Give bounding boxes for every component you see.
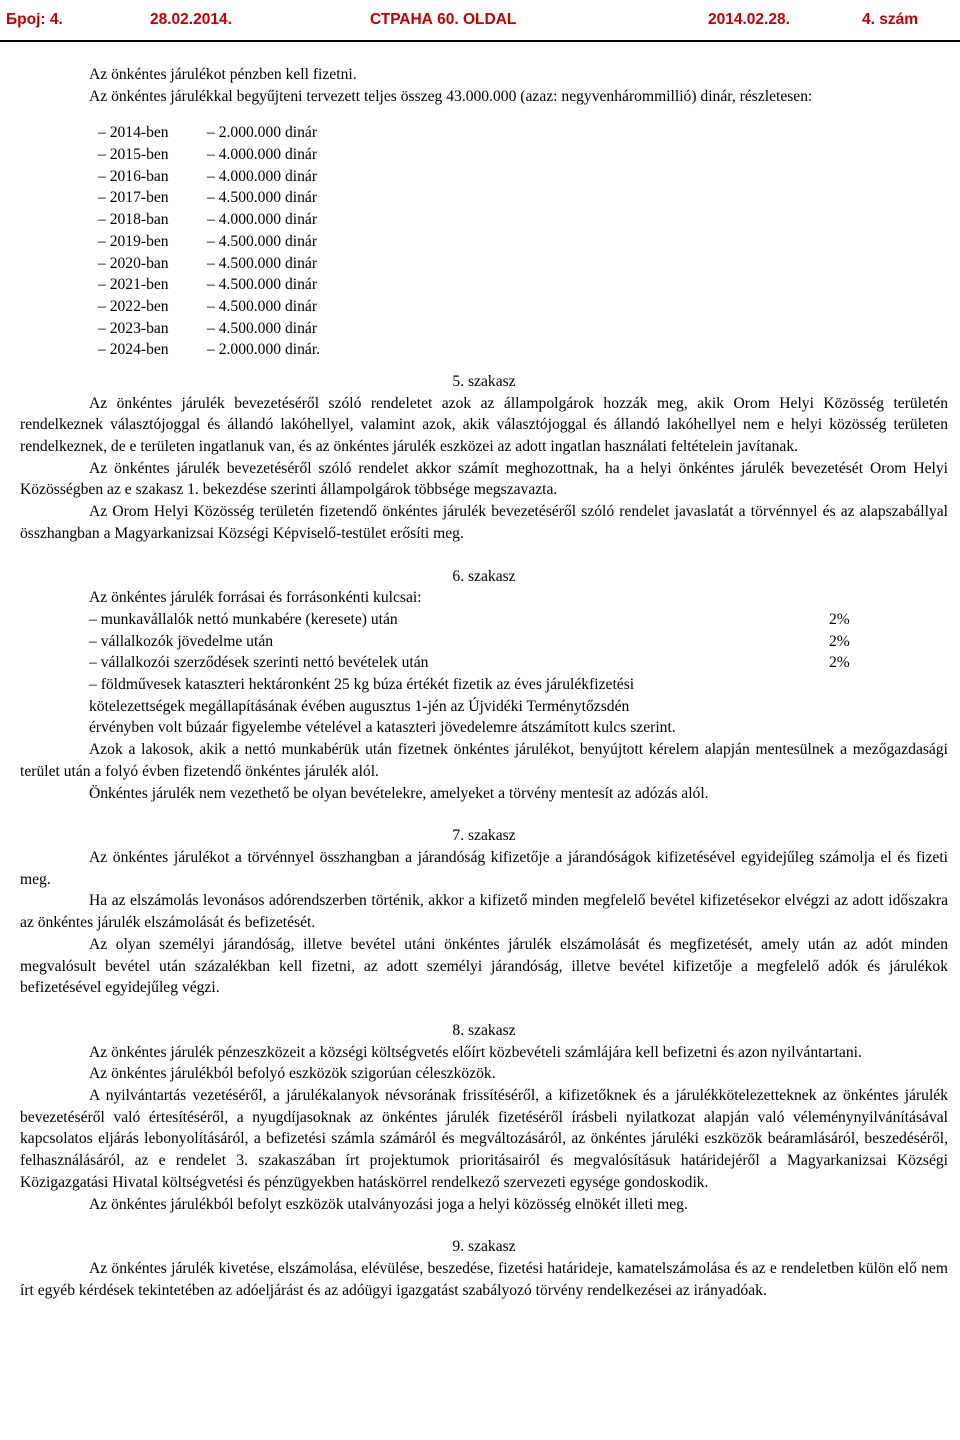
section-9-title: 9. szakasz (452, 1238, 516, 1256)
year-label: – 2016-ban (98, 167, 169, 185)
date-right: 2014.02.28. (708, 11, 790, 28)
year-row (20, 166, 948, 188)
year-label: – 2017-ben (98, 189, 169, 207)
section-7-paragraph-1: Az önkéntes járulékot a törvénnyel összhangban a járandóság kifizetője a járandóságok kifizetésével egyidejűleg számolja el és fizeti meg. (20, 848, 948, 888)
year-amount: – 4.500.000 dinár (207, 232, 318, 250)
section-5-paragraph-3: Az Orom Helyi Közösség területén fizetendő önkéntes járulék bevezetéséről szóló rendelet javaslatát a törvénnyel és az alapszabállyal összhangban a Magyarkanizsai Községi Képviselő-testület erősíti meg. (20, 503, 948, 542)
source-label: – vállalkozók jövedelme után (89, 632, 274, 650)
year-row (20, 144, 948, 166)
year-amount: – 4.500.000 dinár (207, 319, 318, 337)
year-amount: – 4.500.000 dinár (207, 276, 318, 294)
year-label: – 2014-ben (98, 124, 169, 142)
section-8-title: 8. szakasz (452, 1021, 516, 1039)
year-label: – 2018-ban (98, 211, 169, 229)
source-rate: 2% (829, 632, 850, 650)
source-label: – munkavállalók nettó munkabére (keresete) után (89, 611, 398, 628)
source-rate-list (20, 609, 948, 674)
year-amount: – 4.500.000 dinár (207, 254, 318, 272)
intro-paragraph-1: Az önkéntes járulékot pénzben kell fizetni. (89, 66, 357, 83)
section-8-paragraph-1: Az önkéntes járulék pénzeszközeit a községi költségvetés előírt közbevételi számlájára kell befizetni és azon nyilvántartani. (89, 1043, 862, 1061)
year-label: – 2015-ben (98, 146, 169, 164)
year-amount: – 4.000.000 dinár (207, 167, 318, 185)
year-row (20, 274, 948, 296)
section-7-paragraph-2: Ha az elszámolás levonásos adórendszerben történik, akkor a kifizető minden megfelelő bevétel kifizetésekor elvégzi az adott időszakra az önkéntes járulék elszámolását és befizetését. (20, 892, 948, 932)
section-9-paragraph-1: Az önkéntes járulék kivetése, elszámolása, elévülése, beszedése, fizetési határideje, kamatelszámolása és az e rendeletben külön elő nem írt egyéb kérdések tekintetében az adóeljárást és az adóügyi igazgatást szabályozó törvény rendelkezései az irányadóak. (20, 1259, 948, 1299)
section-5-title: 5. szakasz (452, 372, 516, 390)
issue-number-hungarian: 4. szám (862, 11, 919, 28)
farmer-rate-line-2: kötelezettségek megállapításának évében augusztus 1-jén az Újvidéki Terménytőzsdén (89, 697, 630, 715)
section-5-paragraph-1: Az önkéntes járulék bevezetéséről szóló rendeletet azok az állampolgárok hozzák meg, akik Orom Helyi Közösség területén rendelkeznek választójoggal és állandó lakóhellyel, valamint azok, akik választójoggal és állandó lakóhellyel nem e helyi közösség területen rendelkeznek, de e területen ingatlanuk van, és az önkéntes járulék eszközei az adott ingatlan használati feltételein javítanak. (20, 394, 948, 456)
section-6-paragraph-2: Önkéntes járulék nem vezethető be olyan bevételekre, amelyeket a törvény mentesít az adózás alól. (89, 784, 709, 802)
farmer-rate-line-1: – földművesek kataszteri hektáronként 25 kg búza értékét fizetik az éves járulékfizetési (89, 676, 635, 694)
source-label: – vállalkozói szerződések szerinti nettó bevételek után (89, 654, 429, 672)
year-row (20, 318, 948, 340)
source-rate: 2% (829, 611, 850, 628)
date-left: 28.02.2014. (150, 11, 232, 28)
section-7-title: 7. szakasz (452, 827, 516, 845)
source-rate-row (20, 631, 948, 653)
section-8-paragraph-2: Az önkéntes járulékból befolyó eszközök szigorúan céleszközök. (89, 1065, 496, 1083)
section-7-paragraph-3: Az olyan személyi járandóság, illetve bevétel utáni önkéntes járulék elszámolását és megfizetését, amely után az adót minden megvalósult bevétel után százalékban kell fizetni, az adott személyi járandóság, illetve bevétel kifizetője a megfelelő adók és járulékok befizetésével egyidejűleg végzi. (20, 935, 948, 997)
section-8-paragraph-4: Az önkéntes járulékból befolyt eszközök utalványozási joga a helyi közösség elnökét illeti meg. (89, 1195, 688, 1213)
farmer-rate-item (20, 674, 948, 739)
year-row (20, 231, 948, 253)
year-row (20, 339, 948, 361)
year-label: – 2020-ban (98, 254, 169, 272)
year-amount: – 2.000.000 dinár. (207, 341, 321, 359)
intro-paragraph-2: Az önkéntes járulékkal begyűjteni tervezett teljes összeg 43.000.000 (azaz: negyvenhárommillió) dinár, részletesen: (89, 87, 813, 105)
year-label: – 2023-ban (98, 319, 169, 337)
source-rate-row (20, 609, 948, 631)
year-row (20, 209, 948, 231)
year-label: – 2019-ben (98, 232, 169, 250)
year-label: – 2024-ben (98, 341, 169, 359)
year-label: – 2021-ben (98, 276, 169, 294)
farmer-rate-line-3: érvényben volt búzaár figyelembe vételével a kataszteri jövedelemre átszámított kulcs szerint. (89, 719, 676, 737)
year-amount: – 4.000.000 dinár (207, 146, 318, 164)
section-6-paragraph-1: Azok a lakosok, akik a nettó munkabérük után fizetnek önkéntes járulékot, benyújtott kérelem alapján mentesülnek a mezőgazdasági terület után a folyó évben fizetendő önkéntes járulék alól. (20, 741, 948, 780)
page-header (0, 0, 960, 42)
section-6-intro: Az önkéntes járulék forrásai és forrásonkénti kulcsai: (89, 589, 422, 607)
section-8-paragraph-3: A nyilvántartás vezetéséről, a járulékalanyok névsorának frissítéséről, a kifizetőknek és a járulékkötelezetteknek az önkéntes járulék bevezetéséről való értesítéséről, a nyugdíjasoknak az önkéntes járulék fizetéséről írásbeli nyilatkozat alapján való véleménynyilvánításával kapcsolatos eljárás lebonyolításáról, a befizetési számla számáról és megváltozásáról, az önkéntes járuléki eszközök beáramlásáról, beszedéséről, felhasználásáról, az e rendelet 3. szakaszában írt projektumok prioritásairól és megvalósításuk határidejéről a Magyarkanizsai Községi Közigazgatási Hivatal költségvetési és pénzügyekben hatáskörrel rendelkező szervezeti egysége gondoskodik. (20, 1087, 948, 1191)
source-rate-row (20, 652, 948, 674)
page-number: СТРАНА 60. OLDAL (370, 11, 517, 28)
year-amount: – 4.500.000 dinár (207, 297, 318, 315)
year-row (20, 122, 948, 144)
year-row (20, 187, 948, 209)
section-5-paragraph-2: Az önkéntes járulék bevezetéséről szóló rendelet akkor számít meghozottnak, ha a helyi önkéntes járulék bevezetését Orom Helyi Közösségben az e szakasz 1. bekezdése szerinti állampolgárok többsége megszavazta. (20, 459, 948, 499)
year-amount: – 4.000.000 dinár (207, 211, 318, 229)
year-amount: – 2.000.000 dinár (207, 124, 318, 142)
yearly-amount-list (20, 122, 948, 361)
year-amount: – 4.500.000 dinár (207, 189, 318, 207)
source-rate: 2% (829, 654, 850, 672)
section-6-title: 6. szakasz (452, 567, 516, 585)
year-label: – 2022-ben (98, 297, 169, 315)
document-body (20, 64, 948, 1301)
year-row (20, 253, 948, 275)
year-row (20, 296, 948, 318)
issue-number-cyrillic: Број: 4. (6, 11, 63, 28)
